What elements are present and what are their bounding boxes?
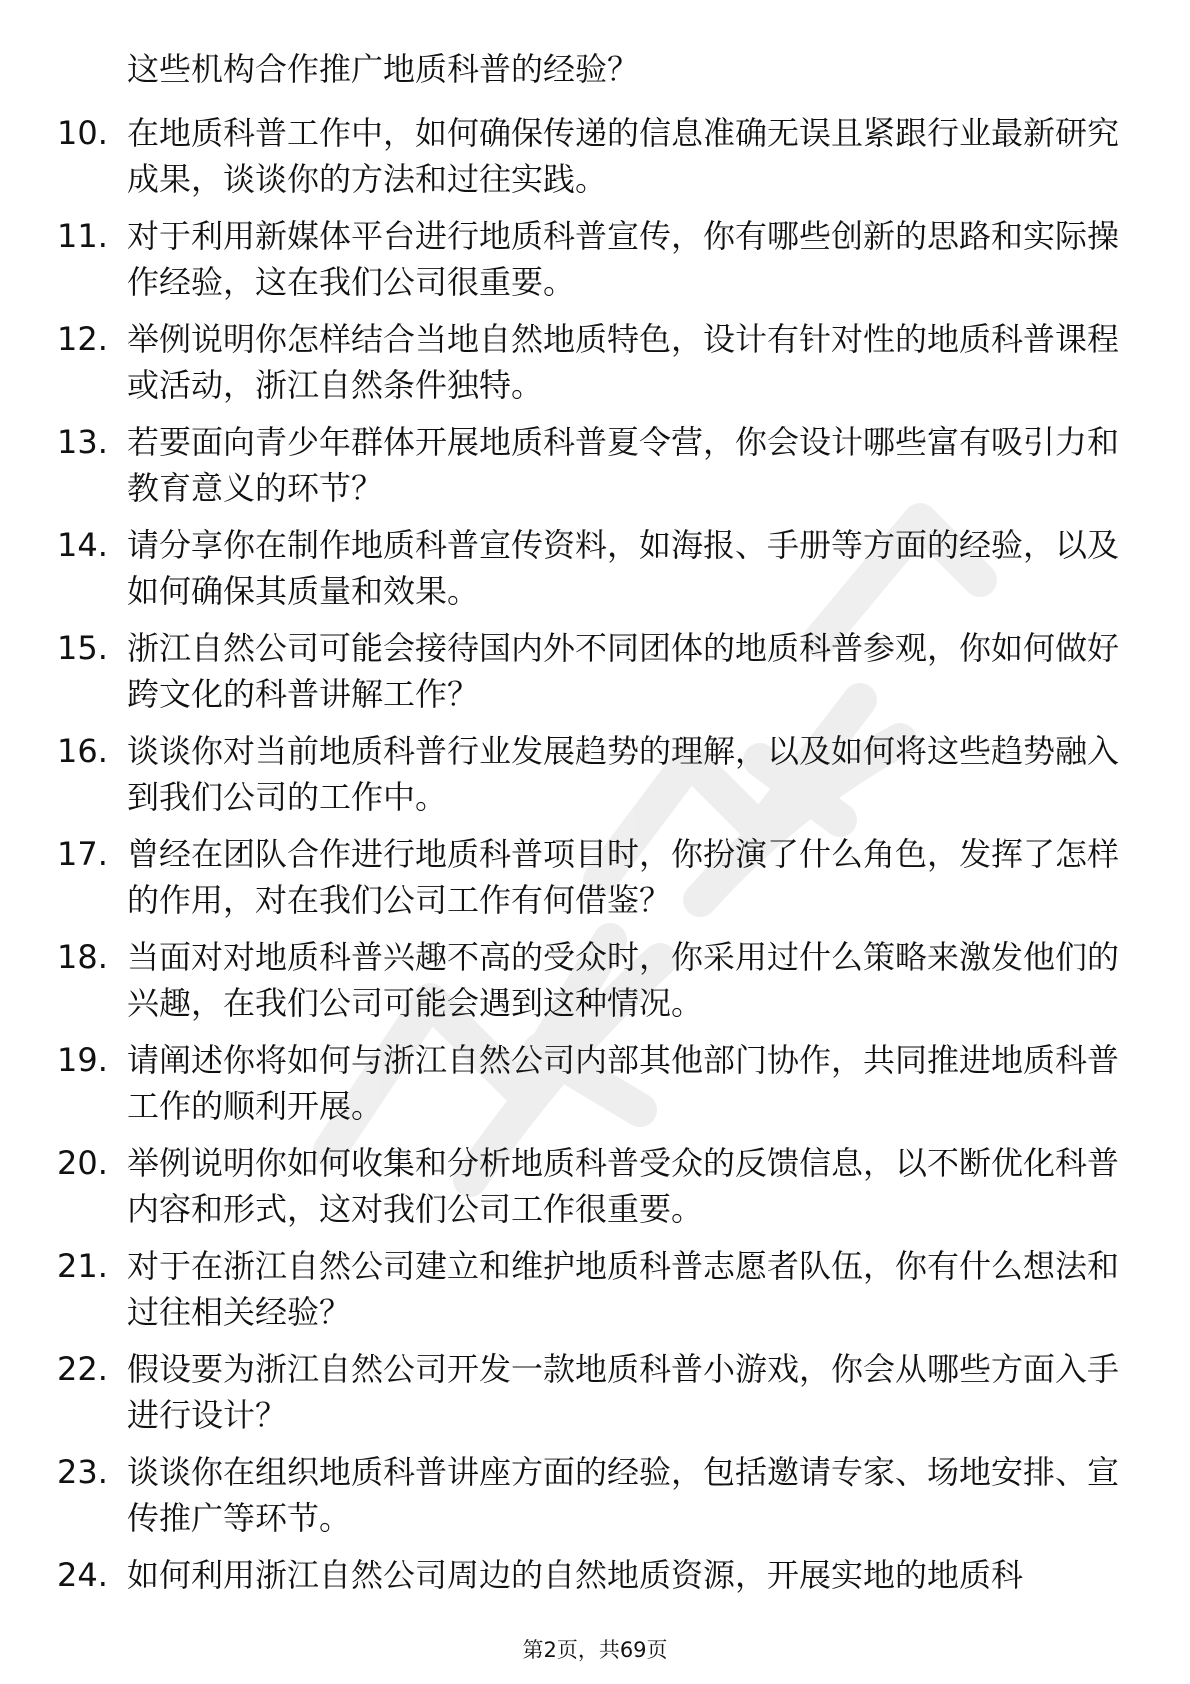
question-number: 24.: [57, 1556, 108, 1594]
question-text: 当面对对地质科普兴趣不高的受众时，你采用过什么策略来激发他们的兴趣，在我们公司可能会遇到这种情况。: [127, 938, 1120, 1022]
question-number: 11.: [57, 217, 108, 255]
question-text: 对于在浙江自然公司建立和维护地质科普志愿者队伍，你有什么想法和过往相关经验？: [127, 1247, 1120, 1331]
question-number: 13.: [57, 423, 108, 461]
question-number: 14.: [57, 526, 108, 564]
question-text: 若要面向青少年群体开展地质科普夏令营，你会设计哪些富有吸引力和教育意义的环节？: [127, 423, 1120, 507]
continued-question-text: 这些机构合作推广地质科普的经验？: [127, 50, 640, 88]
question-text: 假设要为浙江自然公司开发一款地质科普小游戏，你会从哪些方面入手进行设计？: [127, 1350, 1120, 1434]
list-item: [0, 522, 1190, 625]
question-text: 如何利用浙江自然公司周边的自然地质资源，开展实地的地质科: [127, 1556, 1024, 1594]
question-number: 17.: [57, 835, 108, 873]
question-number: 16.: [57, 732, 108, 770]
question-number: 21.: [57, 1247, 108, 1285]
question-text: 在地质科普工作中，如何确保传递的信息准确无误且紧跟行业最新研究成果，谈谈你的方法和过往实践。: [127, 114, 1120, 198]
question-text: 谈谈你对当前地质科普行业发展趋势的理解，以及如何将这些趋势融入到我们公司的工作中。: [127, 732, 1120, 816]
list-item: [0, 625, 1190, 728]
question-number: 20.: [57, 1144, 108, 1182]
question-number: 12.: [57, 320, 108, 358]
question-number: 15.: [57, 629, 108, 667]
list-item: [0, 1346, 1190, 1449]
page-footer: 第2页，共69页: [522, 1638, 668, 1662]
question-number: 23.: [57, 1453, 108, 1491]
question-text: 谈谈你在组织地质科普讲座方面的经验，包括邀请专家、场地安排、宣传推广等环节。: [127, 1453, 1120, 1537]
list-item: [0, 1140, 1190, 1243]
list-item: [0, 419, 1190, 522]
question-text: 举例说明你如何收集和分析地质科普受众的反馈信息，以不断优化科普内容和形式，这对我们公司工作很重要。: [127, 1144, 1120, 1228]
question-text: 举例说明你怎样结合当地自然地质特色，设计有针对性的地质科普课程或活动，浙江自然条件独特。: [127, 320, 1120, 404]
list-item: [0, 831, 1190, 934]
question-list: [0, 110, 1190, 1655]
list-item: [0, 1037, 1190, 1140]
question-number: 22.: [57, 1350, 108, 1388]
list-item: [0, 316, 1190, 419]
list-item: [0, 934, 1190, 1037]
list-item: [0, 110, 1190, 213]
question-number: 10.: [57, 114, 108, 152]
question-number: 19.: [57, 1041, 108, 1079]
question-text: 浙江自然公司可能会接待国内外不同团体的地质科普参观，你如何做好跨文化的科普讲解工作？: [127, 629, 1120, 713]
question-number: 18.: [57, 938, 108, 976]
list-item: [0, 1449, 1190, 1552]
question-text: 曾经在团队合作进行地质科普项目时，你扮演了什么角色，发挥了怎样的作用，对在我们公司工作有何借鉴？: [127, 835, 1120, 919]
list-item: [0, 213, 1190, 316]
question-text: 对于利用新媒体平台进行地质科普宣传，你有哪些创新的思路和实际操作经验，这在我们公司很重要。: [127, 217, 1120, 301]
question-text: 请分享你在制作地质科普宣传资料，如海报、手册等方面的经验，以及如何确保其质量和效果。: [127, 526, 1120, 610]
list-item: [0, 728, 1190, 831]
question-text: 请阐述你将如何与浙江自然公司内部其他部门协作，共同推进地质科普工作的顺利开展。: [127, 1041, 1120, 1125]
list-item: [0, 1243, 1190, 1346]
